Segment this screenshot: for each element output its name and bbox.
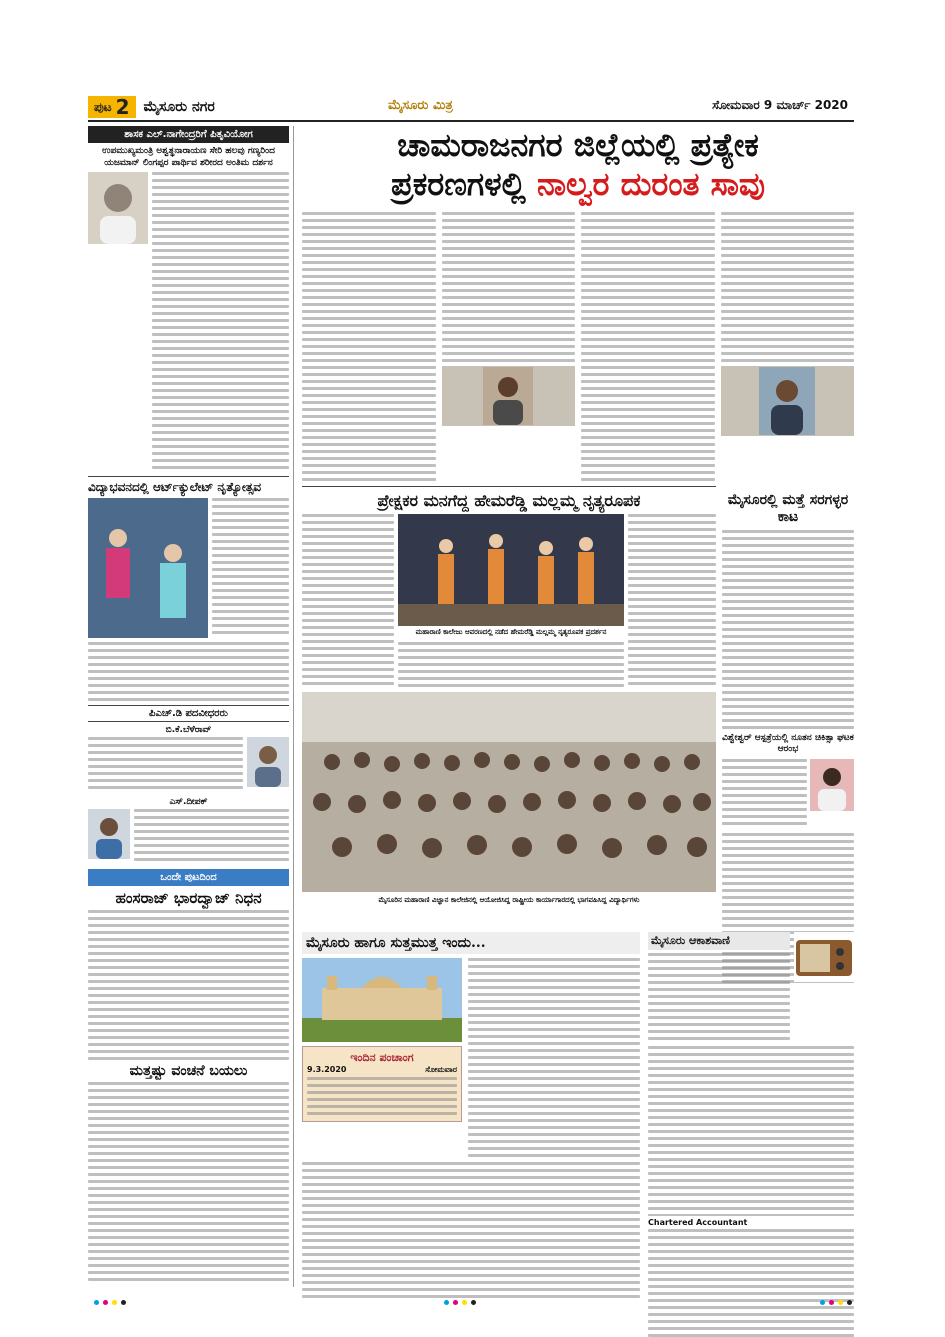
events-list-bottom <box>302 1162 640 1302</box>
stage-dancers-icon <box>398 514 624 626</box>
panchanga-headline: ಇಂದಿನ ಪಂಚಾಂಗ <box>350 1051 414 1064</box>
panchanga-body <box>307 1077 457 1117</box>
dance-festival-headline: ವಿದ್ಯಾಭವನದಲ್ಲಿ ಆರ್ಟ್‌ಕ್ಯುಲೇಟ್ ನೃತ್ಯೋತ್ಸವ <box>88 476 289 495</box>
issue-date: ಸೋಮವಾರ 9 ಮಾರ್ಚ್ 2020 <box>712 98 848 112</box>
panchanga-box <box>302 1046 462 1122</box>
panchanga-date: 9.3.2020 <box>307 1065 347 1074</box>
events-headline: ಮೈಸೂರು ಹಾಗೂ ಸುತ್ತಮುತ್ತ ಇಂದು... <box>302 932 640 954</box>
print-registration-dots-right <box>820 1300 852 1305</box>
radio-list-mid <box>648 1046 854 1216</box>
dance-body-under <box>398 642 624 688</box>
person-icon <box>247 737 289 787</box>
radio-list-top <box>648 953 790 1043</box>
portrait-photo <box>88 172 148 244</box>
masthead: ಮೈಸೂರು ಮಿತ್ರ <box>388 98 453 113</box>
radio-box <box>648 932 854 1337</box>
phd-headline: ಪಿಎಚ್.ಡಿ ಪದವೀಧರರು <box>88 705 289 722</box>
phd-photo-1 <box>247 737 289 787</box>
dancers-icon <box>88 498 208 638</box>
lead-col-4 <box>721 212 855 362</box>
lead-story-body <box>302 212 854 482</box>
newspaper-page <box>88 94 854 1287</box>
lead-col-3 <box>581 212 715 482</box>
radio-icon <box>794 932 854 982</box>
phd-body-2 <box>134 809 289 865</box>
lead-col-1 <box>302 212 436 482</box>
dance-body-left <box>302 514 394 686</box>
group-photo <box>302 692 716 892</box>
lead-headline-line2b: ನಾಲ್ವರ ದುರಂತ ಸಾವು <box>536 165 765 203</box>
person-icon <box>88 809 130 859</box>
person-icon <box>483 367 533 425</box>
fraud-headline: ಮತ್ತಷ್ಟು ವಂಚನೆ ಬಯಲು <box>129 1063 248 1080</box>
lead-headline-line2a: ಪ್ರಕರಣಗಳಲ್ಲಿ <box>390 165 526 203</box>
dance-headline: ಪ್ರೇಕ್ಷಕರ ಮನಗೆದ್ದ ಹೇಮರೆಡ್ಡಿ ಮಲ್ಲಮ್ಮ ನೃತ್ಯರೂಪಕ <box>302 486 716 511</box>
page-label: ಪುಟ <box>94 99 112 114</box>
chain-snatch-headline: ಮೈಸೂರಲ್ಲಿ ಮತ್ತೆ ಸರಗಳ್ಳರ ಕಾಟ <box>727 492 849 525</box>
dance-festival-body <box>212 498 289 638</box>
fraud-body <box>88 1082 289 1282</box>
dance-festival-photo <box>88 498 208 638</box>
obituary-kicker: ಶಾಸಕ ಎಲ್.ನಾಗೇಂದ್ರರಿಗೆ ಪಿತೃವಿಯೋಗ <box>88 126 289 143</box>
radio-list-bottom <box>648 1229 854 1337</box>
person-icon <box>759 367 815 435</box>
portrait-icon <box>88 172 148 244</box>
section-title: ಮೈಸೂರು ನಗರ <box>143 99 215 115</box>
left-column <box>88 126 294 1287</box>
page-number: 2 <box>115 95 130 119</box>
events-box <box>302 932 640 1302</box>
right-column <box>722 492 854 983</box>
lead-headline <box>302 126 854 206</box>
phd-name-2: ಎಸ್.ದೀಪಕ್ <box>169 797 208 808</box>
palace-photo <box>302 958 462 1042</box>
radio-photo <box>794 932 854 982</box>
palace-icon <box>302 958 462 1042</box>
dance-festival-body-cont <box>88 642 289 702</box>
radio-programme-title: Chartered Accountant <box>648 1218 748 1227</box>
panchanga-day: ಸೋಮವಾರ <box>425 1065 457 1074</box>
dance-performance-photo <box>398 514 624 626</box>
print-registration-dots-left <box>94 1300 126 1305</box>
hospital-body <box>722 759 807 829</box>
doctor-photo <box>810 759 854 811</box>
group-crowd-icon <box>302 692 716 892</box>
dance-body-right <box>628 514 716 686</box>
page-header <box>88 94 854 122</box>
page-number-badge <box>88 96 136 118</box>
phd-name-1: ಬಿ.ಕೆ.ಬೆಳೆರಾವ್ <box>165 725 212 736</box>
victim-photo <box>442 366 576 426</box>
victim-photo-2 <box>721 366 855 436</box>
group-photo-caption: ಮೈಸೂರಿನ ಮಹಾರಾಣಿ ವಿಜ್ಞಾನ ಕಾಲೇಜಿನಲ್ಲಿ ಆಯೋಜಿಸಿದ್ದ ರಾಷ್ಟ್ರೀಯ ಕಾರ್ಯಾಗಾರದಲ್ಲಿ ಭಾಗವಹಿಸಿದ್ದ ವಿದ್ಯಾರ್ಥಿಗಳು <box>378 896 640 904</box>
bharadwaj-obituary-body <box>88 910 289 1060</box>
lead-headline-line1: ಚಾಮರಾಜನಗರ ಜಿಲ್ಲೆಯಲ್ಲಿ ಪ್ರತ್ಯೇಕ <box>397 126 759 164</box>
hospital-headline: ವಿಶ್ವೇಶ್ವರ್ ಆಸ್ಪತ್ರೆಯಲ್ಲಿ ನೂತನ ಚಿಕಿತ್ಸಾ ಘಟಕ ಆರಂಭ <box>722 732 854 755</box>
lead-col-2 <box>442 212 576 362</box>
dance-photo-caption: ಮಹಾರಾಣಿ ಕಾಲೇಜು ಆವರಣದಲ್ಲಿ ನಡೆದ ಹೇಮರೆಡ್ಡಿ ಮಲ್ಲಮ್ಮ ನೃತ್ಯರೂಪಕ ಪ್ರದರ್ಶನ <box>415 628 607 636</box>
obit-kicker-2: ಒಂದೇ ಪುಟದಿಂದ <box>88 869 289 886</box>
bharadwaj-obituary-headline: ಹಂಸರಾಜ್ ಭಾರದ್ವಾಜ್ ನಿಧನ <box>115 889 262 908</box>
chain-snatch-body <box>722 530 854 730</box>
phd-photo-2 <box>88 809 130 859</box>
events-list-right <box>468 958 640 1158</box>
obituary-body <box>152 172 289 472</box>
radio-headline: ಮೈಸೂರು ಆಕಾಶವಾಣಿ <box>648 932 790 950</box>
obituary-subhead: ಉಪಮುಖ್ಯಮಂತ್ರಿ ಅಶ್ವತ್ಥನಾರಾಯಣ ಸೇರಿ ಹಲವು ಗಣ್ಯರಿಂದ ಯಜಮಾನ್ ಲಿಂಗಪ್ಪರ ಪಾರ್ಥಿವ ಶರೀರದ ಅಂತಿಮ ದರ್ಶನ <box>102 146 275 168</box>
phd-body-1 <box>88 737 243 793</box>
person-icon <box>810 759 854 811</box>
print-registration-dots-center <box>444 1300 476 1305</box>
